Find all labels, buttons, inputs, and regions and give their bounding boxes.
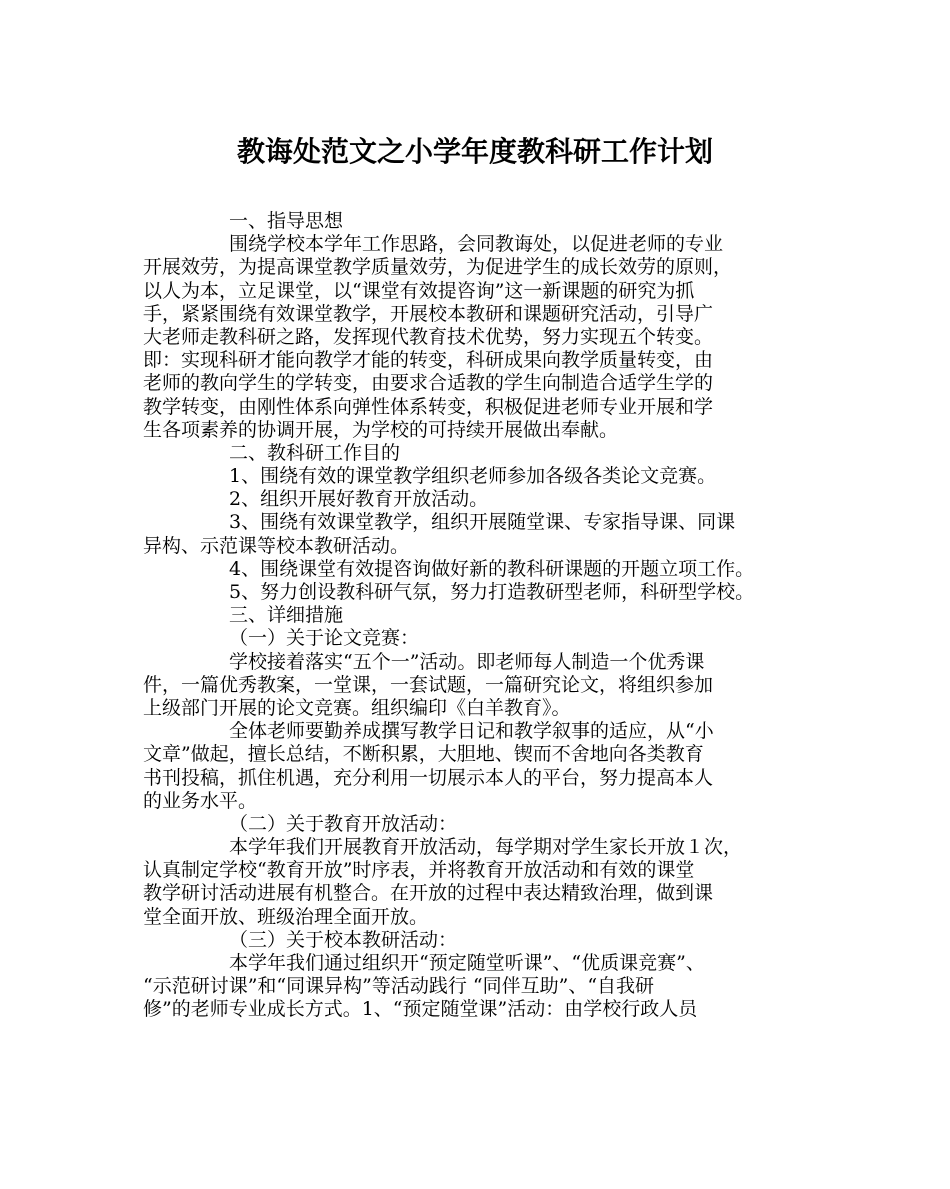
text-line: 开展效劳，为提高课堂教学质量效劳，为促进学生的成长效劳的原则， [143, 256, 733, 279]
text-line: 三、详细措施 [229, 604, 344, 627]
text-line: 即：实现科研才能向教学才能的转变，科研成果向教学质量转变，由 [143, 349, 714, 372]
text-line: 上级部门开展的论文竞赛。组织编印《白羊教育》。 [143, 696, 571, 719]
text-line: 生各项素养的协调开展，为学校的可持续开展做出奉献。 [143, 418, 619, 441]
text-line: 一、指导思想 [229, 210, 344, 232]
text-line: （三）关于校本教研活动： [229, 928, 458, 951]
text-line: 异构、示范课等校本教研活动。 [143, 534, 410, 557]
document-body [143, 210, 823, 1022]
text-line: 书刊投稿，抓住机遇，充分利用一切展示本人的平台，努力提高本人 [143, 766, 714, 789]
text-line: 老师的教向学生的学转变，由要求合适教的学生向制造合适学生学的 [143, 372, 714, 395]
text-line: 教学转变，由刚性体系向弹性体系转变，积极促进老师专业开展和学 [143, 395, 714, 418]
text-line: 本学年我们通过组织开“预定随堂听课”、“优质课竞赛”、 [229, 952, 705, 974]
text-line: 2、组织开展好教育开放活动。 [229, 488, 489, 511]
text-line: 堂全面开放、班级治理全面开放。 [143, 905, 429, 928]
text-line: 教学研讨活动进展有机整合。在开放的过程中表达精致治理，做到课 [143, 882, 714, 905]
text-line: 二、教科研工作目的 [229, 441, 401, 464]
text-line: 4、围绕课堂有效提咨询做好新的教科研课题的开题立项工作。 [229, 557, 755, 580]
text-line: （二）关于教育开放活动： [229, 812, 458, 835]
text-line: 的业务水平。 [143, 789, 258, 812]
document-title: 教诲处范文之小学年度教科研工作计划 [236, 135, 713, 168]
text-line: 本学年我们开展教育开放活动，每学期对学生家长开放１次， [229, 836, 743, 859]
text-line: 文章”做起，擅长总结，不断积累，大胆地、锲而不舍地向各类教育 [143, 743, 704, 766]
text-line: 围绕学校本学年工作思路，会同教诲处，以促进老师的专业 [229, 233, 724, 256]
text-line: 大老师走教科研之路，发挥现代教育技术优势，努力实现五个转变。 [143, 325, 714, 348]
text-line: 认真制定学校“教育开放”时序表，并将教育开放活动和有效的课堂 [143, 859, 695, 882]
text-line: 学校接着落实“五个一”活动。即老师每人制造一个优秀课 [229, 650, 705, 673]
text-line: 1、围绕有效的课堂教学组织老师参加各级各类论文竞赛。 [229, 465, 717, 488]
text-line: 3、围绕有效课堂教学，组织开展随堂课、专家指导课、同课 [229, 511, 736, 534]
text-line: 以人为本，立足课堂，以“课堂有效提咨询”这一新课题的研究为抓 [143, 279, 695, 302]
text-line: （一）关于论文竞赛： [229, 627, 420, 650]
text-line: “示范研讨课”和“同课异构”等活动践行 “同伴互助”、“自我研 [143, 975, 655, 998]
text-line: 手，紧紧围绕有效课堂教学，开展校本教研和课题研究活动，引导广 [143, 302, 714, 325]
text-line: 修”的老师专业成长方式。1、“预定随堂课”活动：由学校行政人员 [143, 998, 698, 1021]
text-line: 件，一篇优秀教案，一堂课，一套试题，一篇研究论文，将组织参加 [143, 673, 714, 696]
text-line: 全体老师要勤养成撰写教学日记和教学叙事的适应，从“小 [229, 720, 714, 743]
text-line: 5、努力创设教科研气氛，努力打造教研型老师，科研型学校。 [229, 581, 755, 603]
